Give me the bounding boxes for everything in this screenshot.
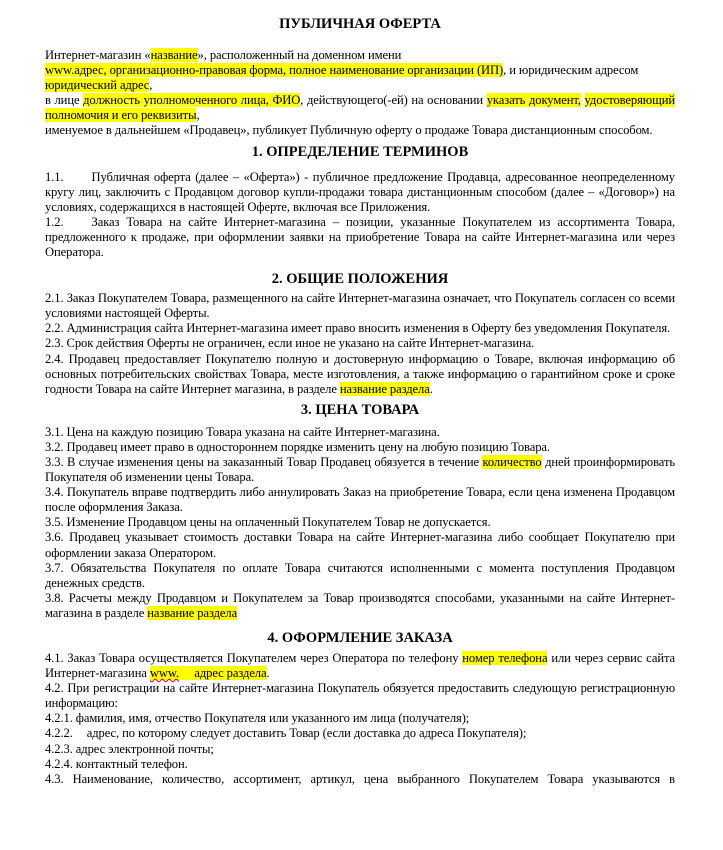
clause-number: 4.2.2. <box>45 726 73 741</box>
clause-text: 2.4. Продавец предоставляет Покупателю полную и достоверную информацию о Товаре, включая информацию об основных потребительских свойствах Товара, месте изготовления, а также информацию о гарантийном сроке и сроке годности Товара на сайте Интернет магазина, в разделе <box>45 351 675 396</box>
clause-text: . <box>429 381 433 396</box>
clause: 3.2. Продавец имеет право в одностороннем порядке изменить цену на любую позицию Товара. <box>45 439 550 454</box>
clause-text: 3.3. В случае изменения цены на заказанный Товар Продавец обязуется в течение <box>45 454 483 469</box>
clause: 2.3. Срок действия Оферты не ограничен, если иное не указано на сайте Интернет-магазина. <box>45 336 535 351</box>
intro-text: », расположенный на доменном имени <box>197 48 402 62</box>
clause-number: 1.1. <box>45 169 64 184</box>
clause: 4.2.4. контактный телефон. <box>45 756 188 771</box>
placeholder-phone: номер телефона <box>462 651 548 665</box>
section-heading: 2. ОБЩИЕ ПОЛОЖЕНИЯ <box>271 271 449 288</box>
intro-line <box>45 93 675 123</box>
intro-line: именуемое в дальнейшем «Продавец», публикует Публичную оферту о продаже Товара дистанционным способом. <box>45 123 653 138</box>
clause-text: адрес, по которому следует доставить Товар (если доставка до адреса Покупателя); <box>86 726 527 741</box>
placeholder-document: указать документ, <box>486 93 581 108</box>
clause: 3.7. Обязательства Покупателя по оплате Товара считаются исполненными с момента поступления Продавцом денежных средств. <box>45 560 675 590</box>
clause <box>45 455 675 485</box>
intro-line <box>45 78 675 93</box>
placeholder-site-url <box>150 666 267 680</box>
placeholder-www: www. <box>149 666 180 681</box>
intro-text: , и юридическим адресом <box>503 63 639 78</box>
placeholder-days-count: количество <box>482 454 542 469</box>
clause-text: . <box>266 666 270 681</box>
clause <box>45 726 675 741</box>
placeholder-store-name: название <box>150 48 198 62</box>
clause: 3.1. Цена на каждую позицию Товара указана на сайте Интернет-магазина. <box>45 424 440 439</box>
clause: 4.2. При регистрации на сайте Интернет-магазина Покупатель обязуется предоставить следующую регистрационную информацию: <box>45 681 675 711</box>
clause: 4.2.1. фамилия, имя, отчество Покупателя или указанного им лица (получателя); <box>45 711 470 726</box>
intro-text: , <box>149 78 153 93</box>
section-heading: 1. ОПРЕДЕЛЕНИЕ ТЕРМИНОВ <box>251 143 469 160</box>
clause-text: 4.1. Заказ Товара осуществляется Покупателем через Оператора по телефону <box>45 651 463 665</box>
clause-text: или через сервис сайта Интернет-магазина <box>45 651 676 681</box>
clause <box>45 170 675 215</box>
clause-text: дней проинформировать Покупателя об изменении цены Товара. <box>45 454 675 485</box>
intro-text: Интернет-магазин « <box>45 48 151 62</box>
placeholder-section-address: адрес раздела <box>194 666 267 681</box>
placeholder-section-name: название раздела <box>339 381 430 396</box>
clause-text: Публичная оферта (далее – «Оферта») - публичное предложение Продавца, адресованное неопределенному кругу лиц, заключить с Продавцом договор купли-продажи товара дистанционным способом (далее – «Договор») на условиях, содержащихся в настоящей Оферте, включая все Приложения. <box>45 169 675 214</box>
clause-number: 1.2. <box>45 214 64 229</box>
clause: 3.6. Продавец указывает стоимость доставки Товара на сайте Интернет-магазина либо сообщает Покупателю при оформлении заказа Оператором. <box>45 530 675 560</box>
placeholder-document-cont: удостоверяющий полномочия и его реквизиты <box>45 93 675 123</box>
intro-line <box>45 63 675 78</box>
clause-text: 3.8. Расчеты между Продавцом и Покупателем за Товар производятся способами, указанными на сайте Интернет-магазина в разделе <box>45 590 675 620</box>
clause <box>45 352 675 397</box>
placeholder-section-name: название раздела <box>147 605 238 620</box>
clause-text: Заказ Товара на сайте Интернет-магазина – позиции, указанные Покупателем из ассортимента Товара, предложенного к продаже, при оформлении заявки на приобретение Товара на сайте Интернет-магазина или через Оператора. <box>45 214 675 260</box>
clause: 2.2. Администрация сайта Интернет-магазина имеет право вносить изменения в Оферту без уведомления Покупателя. <box>45 321 671 336</box>
clause: 3.5. Изменение Продавцом цены на оплаченный Покупателем Товар не допускается. <box>45 515 491 530</box>
document-page <box>45 0 675 787</box>
intro-text: в лице <box>45 93 84 108</box>
clause <box>45 651 675 681</box>
intro-line <box>45 48 675 63</box>
intro-text: , <box>196 108 200 123</box>
section-heading: 3. ЦЕНА ТОВАРА <box>300 401 420 418</box>
document-title: ПУБЛИЧНАЯ ОФЕРТА <box>279 16 441 32</box>
clause: 3.4. Покупатель вправе подтвердить либо аннулировать Заказ на приобретение Товара, если цена изменена Продавцом после оформления Заказа. <box>45 485 675 515</box>
section-heading: 4. ОФОРМЛЕНИЕ ЗАКАЗА <box>267 630 453 646</box>
intro-paragraph <box>45 48 675 139</box>
placeholder-representative: должность уполномоченного лица, ФИО <box>83 93 301 108</box>
placeholder-domain-org: www.адрес, организационно-правовая форма, полное наименование организации (ИП) <box>45 63 504 78</box>
placeholder-legal-address: юридический адрес <box>45 78 150 93</box>
clause: 4.2.3. адрес электронной почты; <box>45 741 214 756</box>
clause <box>45 215 675 260</box>
clause <box>45 591 675 621</box>
clause: 2.1. Заказ Покупателем Товара, размещенного на сайте Интернет-магазина означает, что Покупатель согласен со всеми условиями настоящей Оферты. <box>45 291 675 321</box>
clause: 4.3. Наименование, количество, ассортимент, артикул, цена выбранного Покупателем Товара указываются в <box>45 771 675 786</box>
intro-text: , действующего(-ей) на основании <box>300 93 487 108</box>
